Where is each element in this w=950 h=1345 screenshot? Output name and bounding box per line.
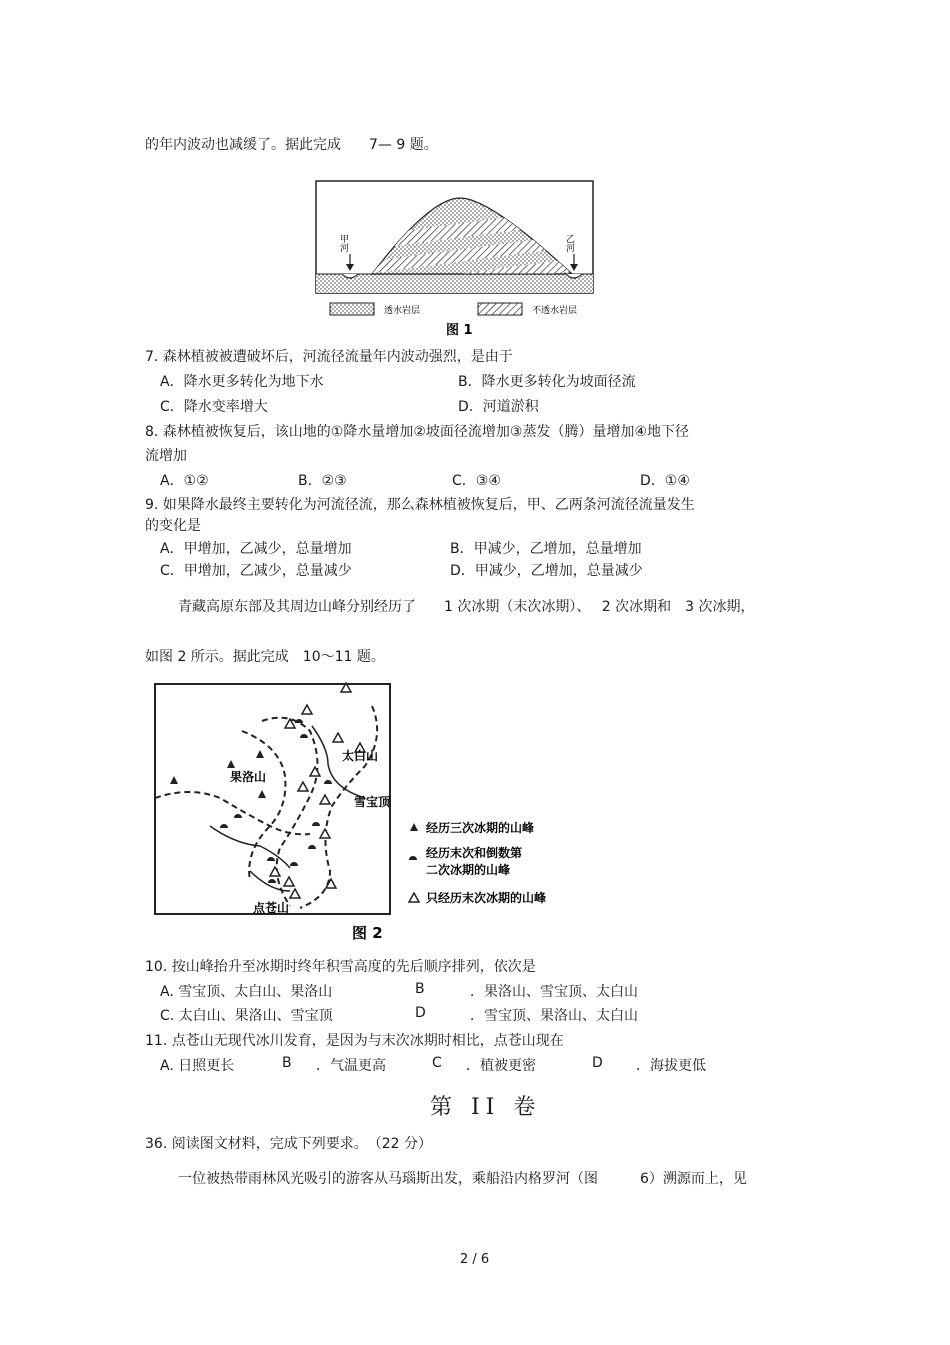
figure-2-caption: 图 2 [352, 924, 383, 942]
passage-2-line1: 青藏高原东部及其周边山峰分别经历了 1 次冰期（末次冰期）、 2 次冰期和 3 次冰期， [178, 599, 755, 615]
legend-permeable-label: 透水岩层 [384, 306, 421, 316]
question-8-option-b: B．②③ [298, 473, 347, 489]
question-9-option-d: D．甲减少，乙增加，总量减少 [450, 563, 643, 579]
legend-three-glaciations: 经历三次冰期的山峰 [426, 821, 535, 835]
question-11-option-d-letter: D [592, 1055, 603, 1071]
question-10-stem: 10. 按山峰抬升至冰期时终年积雪高度的先后顺序排列，依次是 [145, 959, 536, 975]
question-9-option-a: A．甲增加，乙减少，总量增加 [160, 541, 352, 557]
question-11-option-a: A. 日照更长 [160, 1058, 235, 1074]
peak-taibai-label: 太白山 [342, 749, 379, 763]
peak-xuebao-label: 雪宝顶 [354, 795, 391, 809]
question-36-passage-line1: 一位被热带雨林风光吸引的游客从马瑙斯出发，乘船沿内格罗河（图 6）溯源而上，见 [178, 1171, 747, 1187]
legend-filled-triangle-icon [410, 823, 418, 831]
question-10-option-d-text: ．雪宝顶、果洛山、太白山 [470, 1008, 638, 1024]
question-11-option-d-text: ．海拔更低 [636, 1058, 706, 1074]
question-8-stem-line2: 流增加 [145, 448, 187, 464]
question-10-option-b-text: ．果洛山、雪宝顶、太白山 [470, 984, 638, 1000]
question-11-stem: 11. 点苍山无现代冰川发育，是因为与末次冰期时相比，点苍山现在 [145, 1033, 564, 1049]
question-10-option-d-letter: D [415, 1005, 426, 1021]
intro-line: 的年内波动也减缓了。据此完成 7— 9 题。 [145, 137, 438, 153]
question-11-option-c-text: ．植被更密 [466, 1058, 536, 1074]
question-10-option-c: C. 太白山、果洛山、雪宝顶 [160, 1008, 333, 1024]
question-7-option-c: C．降水变率增大 [160, 399, 268, 415]
question-9-option-b: B．甲减少，乙增加，总量增加 [450, 541, 642, 557]
river-yi-label: 乙河 [564, 234, 574, 252]
question-10-option-b-letter: B [415, 981, 425, 997]
figure-1-caption: 图 1 [446, 323, 473, 338]
question-7-option-a: A．降水更多转化为地下水 [160, 374, 324, 390]
question-8-option-d: D．①④ [640, 473, 690, 489]
question-7-option-d: D．河道淤积 [458, 399, 539, 415]
question-11-option-c-letter: C [432, 1055, 442, 1071]
question-10-option-a: A. 雪宝顶、太白山、果洛山 [160, 984, 333, 1000]
legend-two-glaciations-line1: 经历末次和倒数第 [426, 846, 523, 860]
river-jia-label: 甲河 [338, 234, 348, 252]
legend-impermeable-label: 不透水岩层 [532, 306, 578, 316]
section-title: 第 II 卷 [430, 1095, 542, 1120]
question-9-stem-line1: 9. 如果降水最终主要转化为河流径流，那么森林植被恢复后，甲、乙两条河流径流量发生 [145, 497, 695, 513]
legend-hollow-triangle-icon [409, 893, 419, 902]
passage-2-line2: 如图 2 所示。据此完成 10～11 题。 [145, 649, 385, 665]
question-11-option-b-letter: B [282, 1055, 292, 1071]
figure-2-map [150, 676, 580, 948]
question-11-option-b-text: ．气温更高 [316, 1058, 386, 1074]
figure-1-cross-section [310, 178, 600, 343]
peak-diancang-label: 点苍山 [253, 901, 290, 915]
peak-guoluo-label: 果洛山 [230, 770, 267, 784]
question-36-stem: 36. 阅读图文材料，完成下列要求。 （22 分） [145, 1136, 432, 1152]
page-number: 2 / 6 [460, 1252, 490, 1267]
question-8-option-a: A．①② [160, 473, 209, 489]
legend-last-glaciation-only: 只经历末次冰期的山峰 [426, 891, 547, 905]
question-9-stem-line2: 的变化是 [145, 518, 201, 534]
legend-half-marker-icon [409, 856, 417, 860]
question-7-stem: 7. 森林植被被遭破坏后，河流径流量年内波动强烈，是由于 [145, 349, 513, 365]
legend-two-glaciations-line2: 二次冰期的山峰 [426, 863, 511, 877]
question-9-option-c: C．甲增加，乙减少，总量减少 [160, 563, 352, 579]
question-8-stem-line1: 8. 森林植被恢复后，该山地的①降水量增加②坡面径流增加③蒸发（腾）量增加④地下径 [145, 424, 690, 440]
question-7-option-b: B．降水更多转化为坡面径流 [458, 374, 636, 390]
question-8-option-c: C．③④ [452, 473, 501, 489]
